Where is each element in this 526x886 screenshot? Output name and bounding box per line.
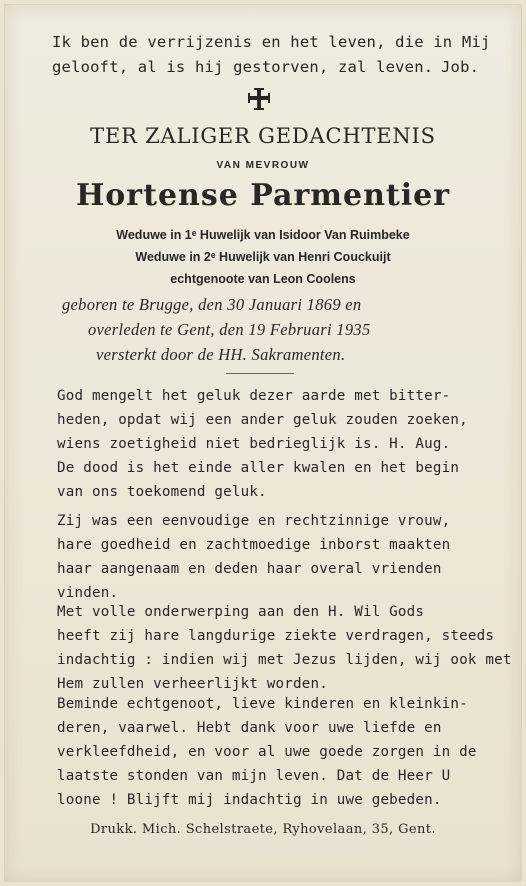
text-line: deren, vaarwel. Hebt dank voor uwe liefde en: [57, 720, 442, 736]
text-line: heden, opdat wij een ander geluk zouden zoeken,: [57, 412, 468, 428]
motto-source: Job.: [441, 58, 480, 76]
divider-rule: [226, 373, 294, 374]
text-line: indachtig : indien wij met Jezus lijden, wij ook met: [57, 652, 512, 668]
text-line: wiens zoetigheid niet bedrieglijk is. H. Aug.: [57, 436, 451, 452]
motto-line-2: gelooft, al is hij gestorven, zal leven.: [52, 58, 434, 76]
deceased-name: Hortense Parmentier: [75, 178, 451, 213]
text-line: Beminde echtgenoot, lieve kinderen en kleinkin-: [57, 696, 468, 712]
text-line: Zij was een eenvoudige en rechtzinnige vrouw,: [57, 513, 451, 529]
cross-icon: [246, 86, 272, 112]
text-line: laatste stonden van mijn leven. Dat de Heer U: [57, 768, 451, 784]
text-line: De dood is het einde aller kwalen en het begin: [57, 460, 460, 476]
text-line: haar aangenaam en deden haar overal vrienden: [57, 561, 442, 577]
memorial-heading: TER ZALIGER GEDACHTENIS: [90, 124, 436, 148]
text-line: van ons toekomend geluk.: [57, 484, 267, 500]
relation-line-3: echtgenoote van Leon Coolens: [170, 272, 356, 286]
relation-line-2: Weduwe in 2ᵉ Huwelijk van Henri Couckuijt: [135, 250, 391, 264]
bio-line-1: geboren te Brugge, den 30 Januari 1869 en: [62, 295, 362, 314]
text-line: God mengelt het geluk dezer aarde met bitter-: [57, 388, 451, 404]
motto-line-1: Ik ben de verrijzenis en het leven, die in Mij: [52, 33, 491, 51]
printer-imprint: Drukk. Mich. Schelstraete, Ryhovelaan, 35, Gent.: [90, 822, 436, 837]
text-line: Hem zullen verheerlijkt worden.: [57, 676, 328, 692]
bio-line-3: versterkt door de HH. Sakramenten.: [96, 345, 346, 364]
text-line: heeft zij hare langdurige ziekte verdragen, steeds: [57, 628, 495, 644]
text-line: vinden.: [57, 585, 119, 601]
text-line: hare goedheid en zachtmoedige inborst maakten: [57, 537, 451, 553]
bio-line-2: overleden te Gent, den 19 Februari 1935: [88, 320, 371, 339]
text-line: Met volle onderwerping aan den H. Wil Gods: [57, 604, 425, 620]
text-line: verkleefdheid, en voor al uwe goede zorgen in de: [57, 744, 477, 760]
relation-line-1: Weduwe in 1ᵉ Huwelijk van Isidoor Van Ruimbeke: [116, 228, 410, 242]
text-line: loone ! Blijft mij indachtig in uwe gebeden.: [57, 792, 442, 808]
van-mevrouw: VAN MEVROUW: [216, 160, 310, 171]
